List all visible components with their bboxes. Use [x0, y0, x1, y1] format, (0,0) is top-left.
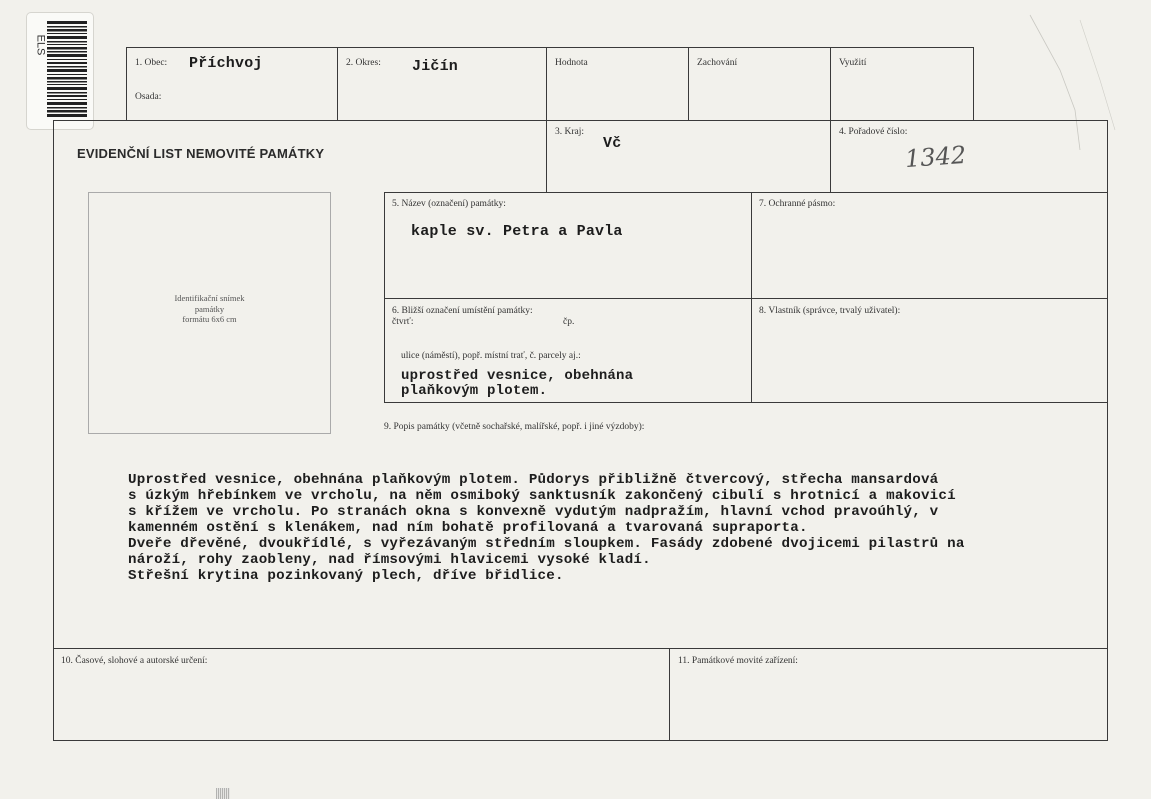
district-label: 2. Okres:: [346, 58, 381, 68]
field-usage: [830, 47, 974, 121]
field-location: [384, 298, 752, 403]
location-value-line2: plaňkovým plotem.: [401, 383, 548, 399]
description-line: Uprostřed vesnice, obehnána plaňkovým plotem. Půdorys přibližně čtvercový, střecha mansardová: [128, 472, 939, 488]
form-title: EVIDENČNÍ LIST NEMOVITÉ PAMÁTKY: [77, 146, 325, 161]
condition-label: Zachování: [697, 58, 738, 68]
municipality-label: 1. Obec:: [135, 58, 168, 68]
street-label: ulice (náměstí), popř. místní trať, č. parcely aj.:: [401, 351, 581, 361]
field-serial-number: [830, 120, 1108, 193]
field-dating: [53, 648, 670, 741]
field-protection-zone: [751, 192, 1108, 299]
movable-equipment-label: 11. Památkové movité zařízení:: [678, 656, 798, 666]
scan-target-mark: [216, 788, 230, 799]
photo-caption-line1: Identifikační snímek: [174, 293, 245, 303]
municipality-value: Příchvoj: [189, 55, 263, 72]
description-line: Dveře dřevěné, dvoukřídlé, s vyřezávaným středním sloupkem. Fasády zdobené dvojicemi pilastrů na: [128, 536, 965, 552]
dating-label: 10. Časové, slohové a autorské určení:: [61, 656, 208, 666]
barcode-code-label: ELS: [34, 34, 47, 56]
description-text: [128, 472, 1098, 584]
description-line: Střešní krytina pozinkovaný plech, dříve břidlice.: [128, 568, 564, 584]
description-line: kamenném ostění s klenákem, nad ním bohatě profilovaná a tvarovaná supraporta.: [128, 520, 808, 536]
barcode-sticker: [26, 12, 94, 130]
field-owner: [751, 298, 1108, 403]
value-label: Hodnota: [555, 58, 588, 68]
monument-name-label: 5. Název (označení) památky:: [392, 199, 506, 209]
field-monument-name: [384, 192, 752, 299]
photo-caption-line2: památky: [194, 303, 225, 314]
district-value: Jičín: [412, 58, 459, 75]
field-condition: [688, 47, 831, 121]
quarter-label: čtvrť:: [392, 317, 414, 327]
photo-placeholder: [88, 192, 331, 434]
description-label: 9. Popis památky (včetně sochařské, malířské, popř. i jiné výzdoby):: [384, 422, 645, 432]
photo-caption-line3: formátu 6x6 cm: [182, 314, 237, 324]
monument-name-value: kaple sv. Petra a Pavla: [411, 223, 623, 240]
serial-number-label: 4. Pořadové číslo:: [839, 127, 908, 137]
field-value: [546, 47, 689, 121]
location-label: 6. Bližší označení umístění památky:: [392, 306, 533, 316]
field-municipality: [126, 47, 338, 121]
location-value-line1: uprostřed vesnice, obehnána: [401, 368, 634, 384]
region-label: 3. Kraj:: [555, 127, 585, 137]
field-district: [337, 47, 547, 121]
description-line: s úzkým hřebínkem ve vrcholu, na něm osmiboký sanktusník zakončený cibulí s hrotnicí a makovicí: [128, 488, 956, 504]
usage-label: Využití: [839, 58, 867, 68]
owner-label: 8. Vlastník (správce, trvalý uživatel):: [759, 306, 901, 316]
region-value: Vč: [603, 135, 622, 152]
house-number-label: čp.: [563, 317, 575, 327]
serial-number-value: 1342: [904, 140, 967, 174]
barcode-icon: [47, 21, 87, 117]
field-region: [546, 120, 831, 193]
protection-zone-label: 7. Ochranné pásmo:: [759, 199, 836, 209]
settlement-label: Osada:: [135, 92, 162, 102]
field-movable-equipment: [669, 648, 1108, 741]
description-line: s křížem ve vrcholu. Po stranách okna s konvexně vydutým nadpražím, hlavní vchod pravoúhlý, v: [128, 504, 939, 520]
description-line: nároží, rohy zaobleny, nad římsovými hlavicemi vysoké kladí.: [128, 552, 651, 568]
